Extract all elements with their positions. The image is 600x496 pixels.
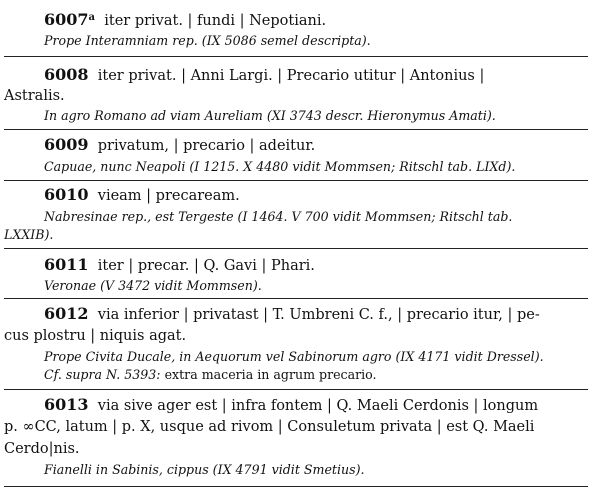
entry-6012-text-line — [44, 305, 540, 324]
entry-6010-source: Nabresinae rep., est Tergeste (I 1464. V 700 vidit Mommsen; Ritschl tab. — [44, 209, 513, 224]
entry-6008-text-line — [44, 66, 484, 85]
entry-6013-source: Fianelli in Sabinis, cippus (IX 4791 vidit Smetius). — [44, 462, 365, 477]
entry-divider — [4, 486, 588, 487]
entry-number: 6010 — [44, 185, 89, 204]
entry-6012-note — [44, 367, 377, 383]
entry-6007-text-line — [44, 9, 326, 30]
entry-divider — [4, 56, 588, 57]
entry-number: 6011 — [44, 255, 89, 274]
cross-reference: Cf. supra N. 5393: — [44, 367, 161, 382]
inscription-text: iter privat. | Anni Largi. | Precario utitur | Antonius | — [97, 68, 485, 84]
inscription-text-continuation: cus plostru | niquis agat. — [4, 328, 187, 344]
entry-6013-text-line — [44, 396, 538, 415]
entry-number: 6009 — [44, 135, 89, 154]
inscription-text: via inferior | privatast | T. Umbreni C. f., | precario itur, | pe- — [97, 307, 540, 323]
entry-6007-source: Prope Interamniam rep. (IX 5086 semel descripta). — [44, 33, 371, 48]
inscription-text-continuation: Cerdo|nis. — [4, 441, 80, 457]
entry-number: 6013 — [44, 395, 89, 414]
inscription-text: vieam | precaream. — [97, 188, 240, 204]
entry-6011-source: Veronae (V 3472 vidit Mommsen). — [44, 278, 262, 293]
entry-6010-source-continuation: LXXIB). — [4, 227, 54, 242]
entry-6010-text-line — [44, 186, 240, 205]
entry-number-superscript: a — [88, 12, 96, 23]
entry-6012-source: Prope Civita Ducale, in Aequorum vel Sabinorum agro (IX 4171 vidit Dressel). — [44, 349, 544, 364]
entry-number: 6012 — [44, 304, 89, 323]
inscription-text: iter | precar. | Q. Gavi | Phari. — [97, 258, 315, 274]
inscription-text: via sive ager est | infra fontem | Q. Maeli Cerdonis | longum — [97, 398, 539, 414]
entry-6008-source: In agro Romano ad viam Aureliam (XI 3743 descr. Hieronymus Amati). — [44, 108, 496, 123]
entry-number: 6007 — [44, 10, 89, 29]
cross-reference-text: extra maceria in agrum precario. — [164, 367, 377, 382]
entry-divider — [4, 248, 588, 249]
inscription-text-continuation: Astralis. — [4, 88, 65, 104]
entry-divider — [4, 298, 588, 299]
entry-number: 6008 — [44, 65, 89, 84]
entry-divider — [4, 180, 588, 181]
entry-divider — [4, 389, 588, 390]
entry-6009-text-line — [44, 136, 315, 155]
entry-6011-text-line — [44, 256, 315, 275]
entry-divider — [4, 129, 588, 130]
inscription-text: iter privat. | fundi | Nepotiani. — [104, 13, 327, 29]
entry-6009-source: Capuae, nunc Neapoli (I 1215. X 4480 vidit Mommsen; Ritschl tab. LIXd). — [44, 159, 516, 174]
inscription-text-continuation: p. ∞CC, latum | p. X, usque ad rivom | Consuletum privata | est Q. Maeli — [4, 419, 535, 435]
inscription-text: privatum, | precario | adeitur. — [97, 138, 316, 154]
